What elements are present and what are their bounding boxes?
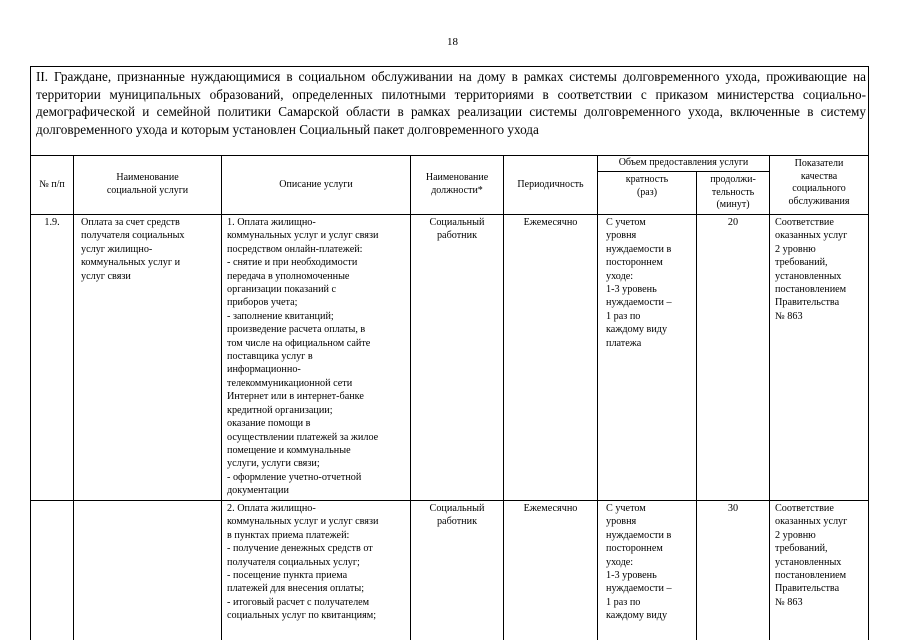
- col-divider: [221, 155, 222, 640]
- row-position: Социальный работник: [429, 217, 485, 242]
- col-divider: [73, 155, 74, 640]
- row-duration: 30: [727, 503, 739, 514]
- row-periodicity: Ежемесячно: [523, 217, 578, 228]
- row-multiplicity: С учетом уровня нуждаемости в постороннем уходе: 1-3 уровень нуждаемости – 1 раз по каждому виду: [606, 503, 672, 622]
- col-divider: [696, 171, 697, 640]
- title-divider: [30, 155, 869, 156]
- row-multiplicity: С учетом уровня нуждаемости в постороннем уходе: 1-3 уровень нуждаемости – 1 раз по каждому виду платежа: [606, 217, 672, 349]
- row-num: 1.9.: [44, 217, 60, 228]
- header-service-name: Наименование социальной услуги: [106, 172, 189, 196]
- row-position: Социальный работник: [429, 503, 485, 528]
- header-num: № п/п: [39, 179, 65, 190]
- row-divider: [30, 500, 869, 501]
- row-duration: 20: [727, 217, 739, 228]
- table-frame: [30, 66, 869, 640]
- header-duration: продолжи- тельность (минут): [710, 174, 756, 211]
- header-volume: Объем предоставления услуги: [618, 157, 749, 168]
- col-divider: [769, 155, 770, 640]
- section-title: II. Граждане, признанные нуждающимися в социальном обслуживании на дому в рамках системы долговременного ухода, проживающие на территории муниципальных образований, определенных пилотными территориями в соответствии с приказом министерства социально-демографической и семейной политики Самарской области в рамках реализации системы долговременного ухода, включенные в систему долговременного ухода и которым установлен Социальный пакет долговременного ухода: [36, 69, 866, 137]
- header-quality: Показатели качества социального обслуживания: [788, 158, 850, 207]
- col-divider: [597, 155, 598, 640]
- header-multiplicity: кратность (раз): [625, 174, 669, 198]
- row-description: 1. Оплата жилищно- коммунальных услуг и услуг связи посредством онлайн-платежей: - снятие и при необходимости передача в уполномоченные организации показаний с приборов учета; - заполнение квитанций; произведение расчета оплаты, в том числе на официальном сайте поставщика услуг в информационно- телекоммуникационной сети Интернет или в интернет-банке кредитной организации; оказание помощи в осуществлении платежей за жилое помещение и коммунальные услуги, услуги связи; - оформление учетно-отчетной документации: [227, 217, 379, 497]
- row-description: 2. Оплата жилищно- коммунальных услуг и услуг связи в пунктах приема платежей: - получение денежных средств от получателя социальных услуг; - посещение пункта приема платежей для внесения оплаты; - итоговый расчет с получателем социальных услуг по квитанциям;: [227, 503, 379, 622]
- volume-subheader-divider: [597, 171, 769, 172]
- row-service-name: Оплата за счет средств получателя социальных услуг жилищно- коммунальных услуг и услуг связи: [81, 217, 185, 282]
- row-periodicity: Ежемесячно: [523, 503, 578, 514]
- page-number: 18: [447, 36, 458, 48]
- header-description: Описание услуги: [279, 179, 353, 190]
- header-divider: [30, 214, 869, 215]
- header-position: Наименование должности*: [425, 172, 489, 196]
- row-quality: Соответствие оказанных услуг 2 уровню требований, установленных постановлением Правительства № 863: [775, 503, 848, 608]
- row-quality: Соответствие оказанных услуг 2 уровню требований, установленных постановлением Правительства № 863: [775, 217, 848, 322]
- header-periodicity: Периодичность: [517, 179, 584, 190]
